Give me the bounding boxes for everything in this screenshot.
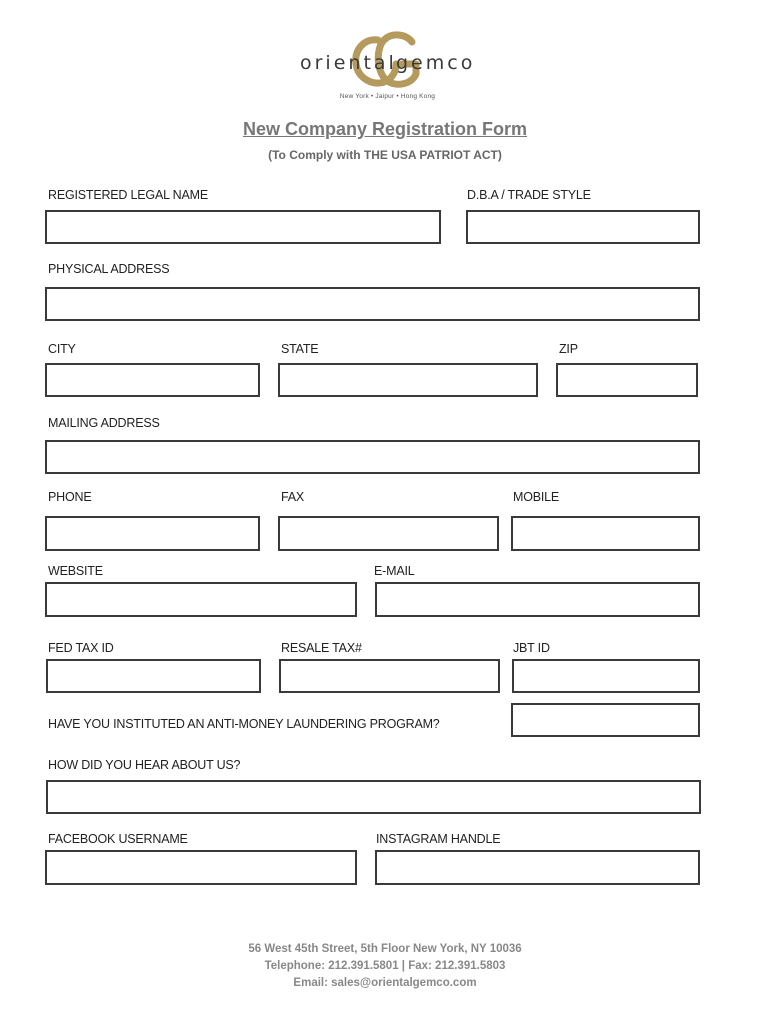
instagram-label: INSTAGRAM HANDLE [376, 832, 501, 846]
logo-tagline: New York • Jaipur • Hong Kong [339, 93, 436, 100]
physical-address-label: PHYSICAL ADDRESS [48, 262, 170, 276]
facebook-field[interactable] [45, 850, 357, 885]
mailing-address-label: MAILING ADDRESS [48, 416, 160, 430]
mobile-label: MOBILE [513, 490, 560, 504]
jbt-id-field[interactable] [512, 659, 700, 693]
dba-label: D.B.A / TRADE STYLE [467, 188, 591, 202]
form-title: New Company Registration Form [242, 119, 528, 139]
form-subtitle: (To Comply with THE USA PATRIOT ACT) [268, 148, 502, 162]
footer-phones: Telephone: 212.391.5801 | Fax: 212.391.5803 [264, 960, 506, 972]
state-field[interactable] [278, 363, 538, 397]
legal-name-label: REGISTERED LEGAL NAME [48, 188, 208, 202]
aml-program-field[interactable] [511, 703, 700, 737]
phone-field[interactable] [45, 516, 260, 551]
email-field[interactable] [375, 582, 700, 617]
logo-word-right: gemco [396, 52, 476, 74]
fed-tax-id-label: FED TAX ID [48, 641, 114, 655]
footer-email: Email: sales@orientalgemco.com [293, 977, 477, 989]
resale-tax-label: RESALE TAX# [281, 641, 362, 655]
facebook-label: FACEBOOK USERNAME [48, 832, 188, 846]
website-label: WEBSITE [48, 564, 103, 578]
instagram-field[interactable] [375, 850, 700, 885]
city-label: CITY [48, 342, 76, 356]
fed-tax-id-field[interactable] [46, 659, 261, 693]
legal-name-field[interactable] [45, 210, 441, 244]
referral-field[interactable] [46, 780, 701, 814]
fax-field[interactable] [278, 516, 499, 551]
state-label: STATE [281, 342, 319, 356]
aml-program-label: HAVE YOU INSTITUTED AN ANTI-MONEY LAUNDERING PROGRAM? [48, 717, 440, 731]
email-label: E-MAIL [374, 564, 415, 578]
fax-label: FAX [281, 490, 305, 504]
zip-label: ZIP [559, 342, 578, 356]
company-logo [300, 30, 475, 105]
logo-word-left: oriental [300, 52, 397, 74]
phone-label: PHONE [48, 490, 92, 504]
referral-label: HOW DID YOU HEAR ABOUT US? [48, 758, 241, 772]
mobile-field[interactable] [511, 516, 700, 551]
city-field[interactable] [45, 363, 260, 397]
footer [0, 941, 770, 992]
resale-tax-field[interactable] [279, 659, 500, 693]
physical-address-field[interactable] [45, 287, 700, 321]
zip-field[interactable] [556, 363, 698, 397]
website-field[interactable] [45, 582, 357, 617]
footer-address: 56 West 45th Street, 5th Floor New York, NY 10036 [248, 943, 522, 955]
dba-field[interactable] [466, 210, 700, 244]
jbt-id-label: JBT ID [513, 641, 550, 655]
mailing-address-field[interactable] [45, 440, 700, 474]
